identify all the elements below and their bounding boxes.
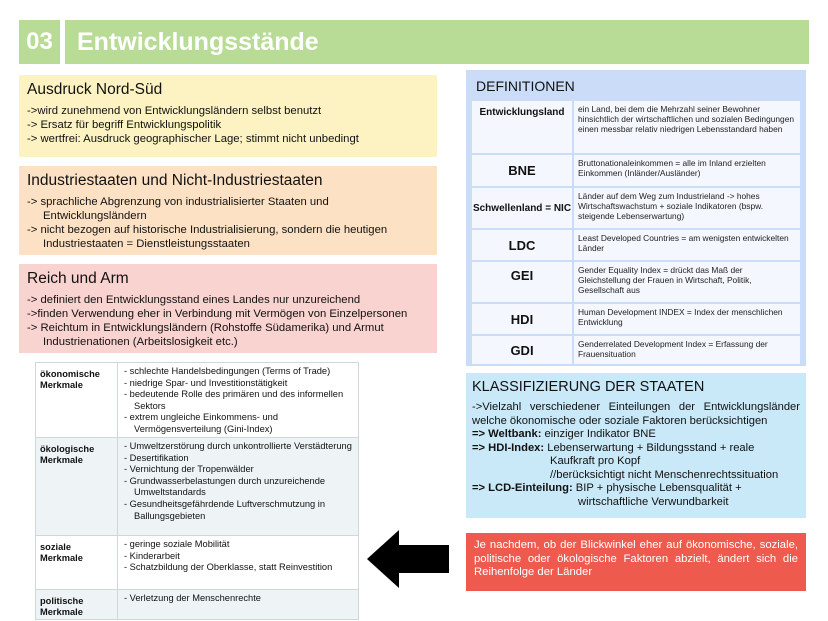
definition-row [472,230,800,260]
list-item: - Desertifikation [124,452,189,463]
definition-text: Human Development INDEX = Index der menschlichen Entwicklung [574,304,800,334]
nord-sued-box [19,75,437,157]
table-row [36,590,358,619]
hinweis-box: Je nachdem, ob der Blickwinkel eher auf ökonomische, soziale, politische oder ökologische Faktoren abzielt, ändert sich die Reihenfolge der Länder [466,533,806,591]
lcd-label: => LCD-Einteilung: [472,482,573,494]
list-item: - Kinderarbeit [124,550,180,561]
definition-row [472,336,800,364]
row-label: ökonomische Merkmale [36,363,118,437]
row-label: soziale Merkmale [36,536,118,589]
weltbank-text: einziger Indikator BNE [541,428,656,440]
klassifizierung-hdi [472,442,800,456]
definition-text: Least Developed Countries = am wenigsten entwickelten Länder [574,230,800,260]
page-header [19,20,809,64]
reich-arm-line: ->finden Verwendung eher in Verbindung mit Vermögen von Einzelpersonen [27,308,408,320]
row-items [118,536,358,589]
arrow-left-icon [367,530,449,588]
reich-arm-title: Reich und Arm [27,270,129,287]
industrie-box [19,166,437,255]
klassifizierung-lcd [472,482,800,496]
hdi-label: => HDI-Index: [472,441,545,454]
industrie-title: Industriestaaten und Nicht-Industriestaaten [27,172,323,189]
row-items [118,590,358,619]
row-items [118,438,358,535]
list-item: - Grundwasserbelastungen durch unzureichende Umweltstandards [124,475,326,498]
definition-term: GDI [472,336,572,364]
nord-sued-line: -> Ersatz für begriff Entwicklungspolitik [27,119,222,131]
row-label: ökologische Merkmale [36,438,118,535]
definition-row [472,155,800,186]
section-number: 03 [19,20,65,64]
definition-text: Genderrelated Development Index = Erfassung der Frauensituation [574,336,800,364]
definition-term: BNE [472,155,572,186]
industrie-line: -> nicht bezogen auf historische Industrialisierung, sondern die heutigen [27,224,388,236]
definition-term: Entwicklungsland [472,101,572,153]
nord-sued-title: Ausdruck Nord-Süd [27,81,163,98]
weltbank-label: => Weltbank: [472,428,542,440]
definition-term: HDI [472,304,572,334]
page-title: Entwicklungsstände [77,27,319,56]
klassifizierung-title: KLASSIFIZIERUNG DER STAATEN [472,379,705,395]
definition-term: Schwellenland = NIC [472,188,572,228]
list-item: - Verletzung der Menschenrechte [124,593,261,603]
reich-arm-line: -> definiert den Entwicklungsstand eines Landes nur unzureichend [27,294,361,306]
list-item: - bedeutende Rolle des primären und des informellen Sektors [124,389,344,411]
list-item: - Umweltzerstörung durch unkontrollierte Verstädterung [124,441,352,451]
definition-row [472,101,800,153]
definitionen-title: DEFINITIONEN [476,78,575,94]
table-row [36,363,358,438]
reich-arm-line: Industrienationen (Arbeitslosigkeit etc.) [43,336,238,348]
nord-sued-line: ->wird zunehmend von Entwicklungsländern selbst benutzt [27,105,322,117]
definition-term: LDC [472,230,572,260]
reich-arm-line: -> Reichtum in Entwicklungsländern (Rohstoffe Südamerika) und Armut [27,322,384,334]
list-item: - niedrige Spar- und Investitionstätigkeit [124,377,288,388]
list-item: - geringe soziale Mobilität [124,539,230,549]
definitionen-box [466,70,806,366]
definition-text: ein Land, bei dem die Mehrzahl seiner Bewohner hinsichtlich der wirtschaftlichen und sozialen Bedingungen einen messbar relativ niedrigen Lebensstandard haben [574,101,800,153]
industrie-line: -> sprachliche Abgrenzung von industrialisierter Staaten und [27,196,329,208]
definition-row [472,304,800,334]
klassifizierung-intro: ->Vielzahl verschiedener Einteilungen der Entwicklungsländer welche ökonomische oder soziale Faktoren berücksichtigen [472,401,800,427]
table-row [36,438,358,536]
hdi-text: Lebenserwartung + Bildungsstand + reale [544,441,755,454]
definition-text: Bruttonationaleinkommen = alle im Inland erzielten Einkommen (Inländer/Ausländer) [574,155,800,186]
definition-text: Länder auf dem Weg zum Industrieland -> hohes Wirtschaftswachstum + soziale Indikatoren (bspw. steigende Lebenserwartung) [574,188,800,228]
list-item: - extrem ungleiche Einkommens- und Vermögensverteilung (Gini-Index) [124,412,278,434]
lcd-text: BIP + physische Lebensqualität + [572,482,742,494]
list-item: - Gesundheitsgefährdende Luftverschmutzung in Ballungsgebieten [124,498,326,521]
nord-sued-line: -> wertfrei: Ausdruck geographischer Lage; stimmt nicht unbedingt [27,133,359,145]
definition-row [472,262,800,302]
klassifizierung-weltbank [472,428,800,442]
industrie-line: Entwicklungsländern [43,210,147,222]
hdi-continuation: //berücksichtigt nicht Menschenrechtssituation [550,468,779,481]
merkmale-table [35,362,359,620]
definition-text: Gender Equality Index = drückt das Maß der Gleichstellung der Frauen in Wirtschaft, Politik, Gesellschaft aus [574,262,800,302]
lcd-continuation: wirtschaftliche Verwundbarkeit [578,495,729,508]
row-items [118,363,358,437]
list-item: - Schatzbildung der Oberklasse, statt Reinvestition [124,562,333,573]
table-row [36,536,358,590]
row-label: politische Merkmale [36,590,118,619]
reich-arm-box [19,264,437,353]
klassifizierung-box [466,373,806,518]
industrie-line: Industriestaaten = Dienstleistungsstaaten [43,238,250,250]
list-item: - Vernichtung der Tropenwälder [124,464,254,475]
definition-term: GEI [472,262,572,302]
hdi-continuation: Kaufkraft pro Kopf [550,455,641,467]
list-item: - schlechte Handelsbedingungen (Terms of Trade) [124,366,331,376]
definition-row [472,188,800,228]
